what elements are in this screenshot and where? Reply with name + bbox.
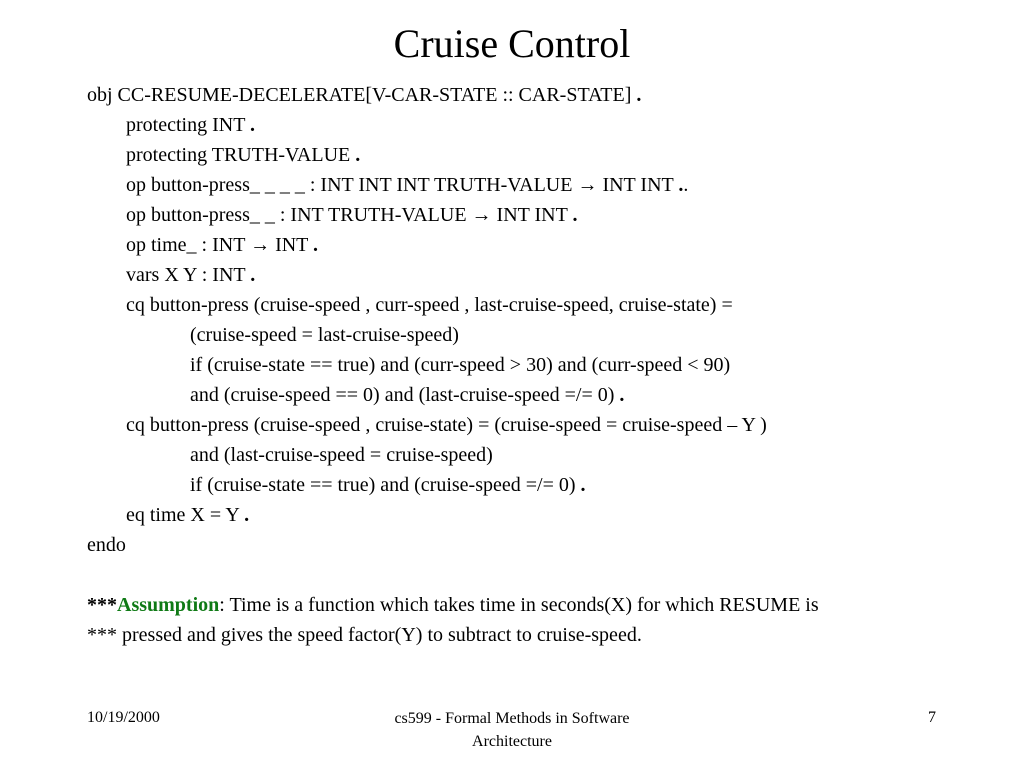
period-mark: . bbox=[572, 204, 578, 226]
code-text: op time_ : INT → INT bbox=[126, 234, 314, 256]
footer-course-line-1: cs599 - Formal Methods in Software bbox=[394, 710, 630, 727]
code-text: and (cruise-speed == 0) and (last-cruise-speed =/= 0) bbox=[190, 384, 620, 406]
code-text: if (cruise-state == true) and (cruise-speed =/= 0) bbox=[190, 474, 581, 496]
code-line-cq-button-press-2 bbox=[87, 410, 987, 440]
footer-date: 10/19/2000 bbox=[87, 709, 160, 726]
code-line-cq2-result bbox=[87, 440, 987, 470]
code-text: (cruise-speed = last-cruise-speed) bbox=[190, 324, 459, 346]
period-tail: . bbox=[683, 174, 689, 196]
period-mark: . bbox=[244, 504, 250, 526]
code-line-cq1-condition bbox=[87, 350, 987, 380]
code-text: if (cruise-state == true) and (curr-speed > 30) and (curr-speed < 90) bbox=[190, 354, 731, 376]
code-text: cq button-press (cruise-speed , cruise-state) = (cruise-speed = cruise-speed – Y ) bbox=[126, 414, 767, 436]
code-line-op-time bbox=[87, 230, 987, 260]
code-text: and (last-cruise-speed = cruise-speed) bbox=[190, 444, 493, 466]
code-text: eq time X = Y bbox=[126, 504, 245, 526]
footer-page-number: 7 bbox=[928, 709, 936, 726]
assumption-line-1 bbox=[87, 590, 987, 620]
period-mark: . bbox=[678, 174, 684, 196]
blank-line bbox=[87, 560, 987, 590]
comment-stars: *** bbox=[87, 594, 117, 616]
footer-course-title bbox=[362, 707, 662, 753]
assumption-text-2: *** pressed and gives the speed factor(Y) to subtract to cruise-speed. bbox=[87, 624, 642, 646]
code-line-endo bbox=[87, 530, 987, 560]
code-line-vars bbox=[87, 260, 987, 290]
period-mark: . bbox=[619, 384, 625, 406]
period-mark: . bbox=[636, 84, 642, 106]
code-line-obj bbox=[87, 80, 987, 110]
code-line-protecting-truth-value bbox=[87, 140, 987, 170]
code-text: cq button-press (cruise-speed , curr-speed , last-cruise-speed, cruise-state) = bbox=[126, 294, 733, 316]
footer-course-line-2: Architecture bbox=[472, 733, 552, 750]
assumption-line-2 bbox=[87, 620, 987, 650]
code-block bbox=[87, 80, 987, 650]
code-text: vars X Y : INT bbox=[126, 264, 251, 286]
period-mark: . bbox=[580, 474, 586, 496]
code-line-cq2-condition bbox=[87, 470, 987, 500]
code-text: protecting TRUTH-VALUE bbox=[126, 144, 356, 166]
code-text: protecting INT bbox=[126, 114, 251, 136]
assumption-keyword: Assumption bbox=[117, 594, 220, 616]
code-line-cq1-condition-2 bbox=[87, 380, 987, 410]
code-line-op-button-press-2 bbox=[87, 200, 987, 230]
period-mark: . bbox=[355, 144, 361, 166]
period-mark: . bbox=[250, 114, 256, 136]
code-line-protecting-int bbox=[87, 110, 987, 140]
code-text: endo bbox=[87, 534, 126, 556]
code-line-cq1-result bbox=[87, 320, 987, 350]
slide-title: Cruise Control bbox=[393, 21, 631, 66]
code-text: obj CC-RESUME-DECELERATE[V-CAR-STATE :: CAR-STATE] bbox=[87, 84, 637, 106]
code-line-cq-button-press-1 bbox=[87, 290, 987, 320]
code-text: op button-press_ _ _ _ : INT INT INT TRUTH-VALUE → INT INT bbox=[126, 174, 679, 196]
period-mark: . bbox=[313, 234, 319, 256]
code-line-eq-time bbox=[87, 500, 987, 530]
code-line-op-button-press-4 bbox=[87, 170, 987, 200]
assumption-text: : Time is a function which takes time in seconds(X) for which RESUME is bbox=[219, 594, 819, 616]
code-text: op button-press_ _ : INT TRUTH-VALUE → INT INT bbox=[126, 204, 573, 226]
period-mark: . bbox=[250, 264, 256, 286]
